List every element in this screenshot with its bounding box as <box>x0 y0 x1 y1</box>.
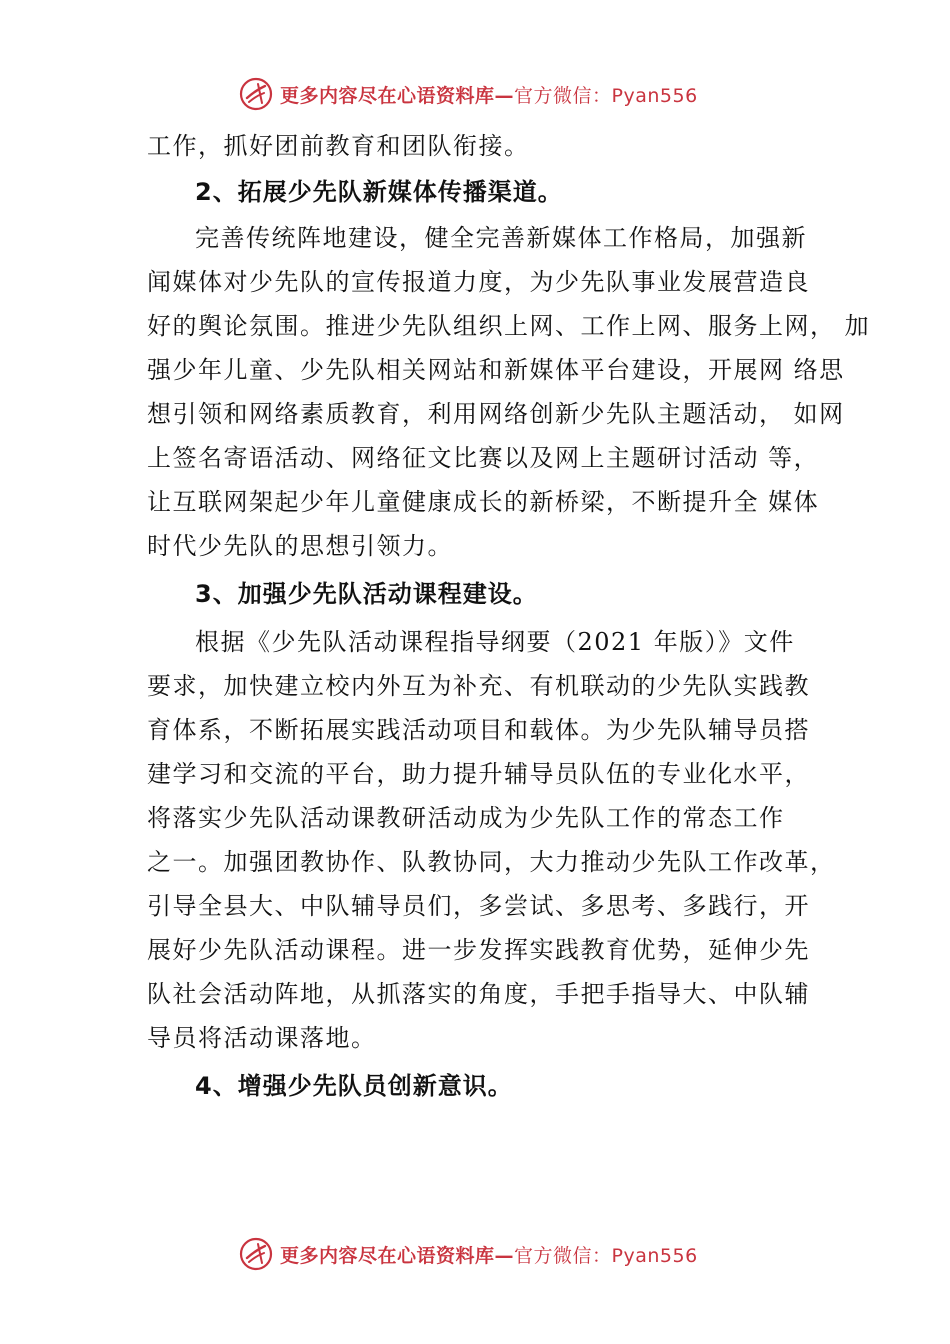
watermark-contact: 官方微信：Pyan556 <box>514 84 698 107</box>
paragraph-line: 引导全县大、中队辅导员们，多尝试、多思考、多践行，开 <box>147 892 810 920</box>
paragraph-line: 之一。加强团教协作、队教协同，大力推动少先队工作改革， <box>147 848 836 876</box>
section-heading-4: 4、增强少先队员创新意识。 <box>195 1072 513 1100</box>
book-logo-icon <box>238 76 274 112</box>
paragraph-line: 闻媒体对少先队的宣传报道力度，为少先队事业发展营造良 <box>147 268 810 296</box>
paragraph-line: 导员将活动课落地。 <box>147 1024 377 1052</box>
watermark-text <box>280 1241 698 1268</box>
paragraph-line: 上签名寄语活动、网络征文比赛以及网上主题研讨活动 等， <box>147 444 820 472</box>
paragraph-line: 完善传统阵地建设，健全完善新媒体工作格局，加强新 <box>195 224 807 252</box>
paragraph-line: 展好少先队活动课程。进一步发挥实践教育优势，延伸少先 <box>147 936 810 964</box>
paragraph-curriculum <box>147 620 836 1060</box>
paragraph-line: 队社会活动阵地，从抓落实的角度，手把手指导大、中队辅 <box>147 980 810 1008</box>
paragraph-line: 将落实少先队活动课教研活动成为少先队工作的常态工作 <box>147 804 785 832</box>
paragraph-line: 要求，加快建立校内外互为补充、有机联动的少先队实践教 <box>147 672 810 700</box>
paragraph-line: 育体系，不断拓展实践活动项目和载体。为少先队辅导员搭 <box>147 716 810 744</box>
paragraph-line: 建学习和交流的平台，助力提升辅导员队伍的专业化水平， <box>147 760 810 788</box>
paragraph-line: 根据《少先队活动课程指导纲要（2021 年版）》文件 <box>195 628 795 656</box>
footer-watermark <box>238 1234 698 1274</box>
section-heading-2: 2、拓展少先队新媒体传播渠道。 <box>195 178 563 206</box>
paragraph-line: 好的舆论氛围。推进少先队组织上网、工作上网、服务上网， 加 <box>147 312 871 340</box>
watermark-main: 更多内容尽在心语资料库— <box>280 1244 515 1267</box>
section-heading-3: 3、加强少先队活动课程建设。 <box>195 580 538 608</box>
paragraph-line: 想引领和网络素质教育，利用网络创新少先队主题活动， 如网 <box>147 400 845 428</box>
book-logo-icon <box>238 1236 274 1272</box>
header-watermark <box>238 74 698 114</box>
paragraph-media <box>147 216 871 568</box>
document-body <box>147 124 871 1108</box>
paragraph-line: 强少年儿童、少先队相关网站和新媒体平台建设，开展网 络思 <box>147 356 845 384</box>
paragraph-line: 工作，抓好团前教育和团队衔接。 <box>147 132 530 160</box>
watermark-main: 更多内容尽在心语资料库— <box>280 84 515 107</box>
paragraph-line: 时代少先队的思想引领力。 <box>147 532 453 560</box>
watermark-text <box>280 81 698 108</box>
watermark-contact: 官方微信：Pyan556 <box>514 1244 698 1267</box>
paragraph-line: 让互联网架起少年儿童健康成长的新桥梁，不断提升全 媒体 <box>147 488 820 516</box>
